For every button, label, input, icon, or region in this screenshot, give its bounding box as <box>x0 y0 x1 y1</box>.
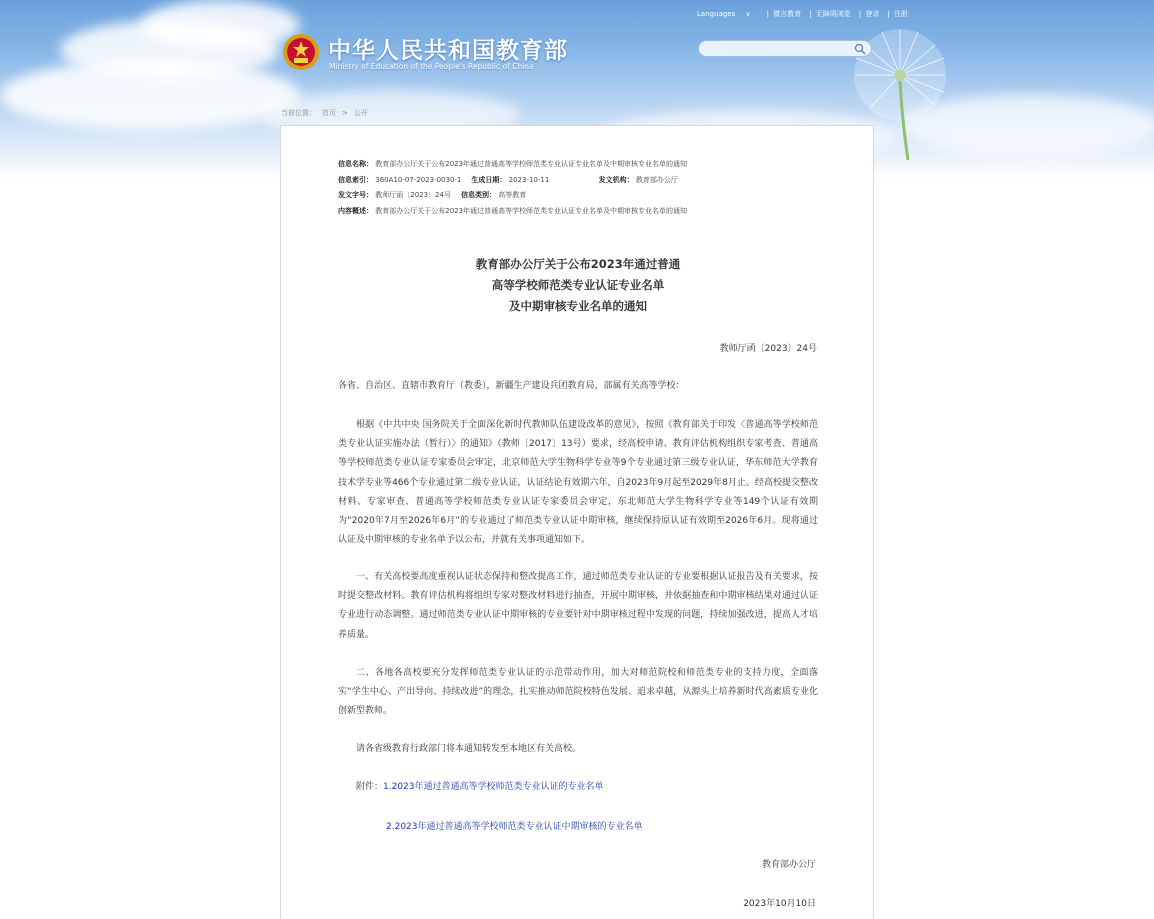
site-subtitle: Ministry of Education of the People's Republic of China <box>329 62 534 71</box>
document-number: 教师厅函〔2023〕24号 <box>719 344 817 354</box>
search-icon[interactable] <box>854 43 866 55</box>
paragraph-2: 一、有关高校要高度重视认证状态保持和整改提高工作，通过师范类专业认证的专业要根据认证报告及有关要求，按时提交整改材料。教育评估机构将组织专家对整改材料进行抽查，开展中期审核，并依据抽查和中期审核结果对通过认证专业进行动态调整。通过师范类专业认证中期审核的专业要针对中期审核过程中发现的问题，持续加强改进，提高人才培养质量。 <box>338 572 818 640</box>
search-box <box>698 40 872 57</box>
breadcrumb-public[interactable]: 公开 <box>353 109 368 117</box>
article-content <box>280 125 874 919</box>
national-emblem-icon <box>282 32 320 72</box>
attachment-link-2[interactable]: 2.2023年通过普通高等学校师范类专业认证中期审核的专业名单 <box>386 822 643 832</box>
site-title[interactable]: 中华人民共和国教育部 <box>328 38 568 64</box>
search-input[interactable] <box>699 46 865 61</box>
info-meta: 信息名称： 教育部办公厅关于公布2023年通过普通高等学校师范类专业认证专业名单及中期审核专业名单的通知 信息索引： 360A10-07-2023-0030-1 生成日期： 2023-10-11 发文机构： 教育部办公厅 发文字号： 教师厅函〔2023〕24号 信息类别： 高等教育 内容概述： 教育部办公厅关于公布2023年通过普通高等学校师范类专业认证专业名单及中期审核专业名单的通知 <box>338 160 688 215</box>
attachment-2 <box>386 819 643 832</box>
accessibility-link[interactable]: 无障碍浏览 <box>815 10 851 18</box>
paragraph-1: 根据《中共中央 国务院关于全面深化新时代教师队伍建设改革的意见》，按照《教育部关于印发〈普通高等学校师范类专业认证实施办法（暂行）〉的通知》（教师〔2017〕13号）要求，经高校申请、教育评估机构组织专家考查、普通高等学校师范类专业认证专家委员会审定，北京师范大学生物科学专业等9个专业通过第三级专业认证，华东师范大学教育技术学专业等466个专业通过第二级专业认证，认证结论有效期六年，自2023年9月起至2029年8月止。经高校提交整改材料、专家审查、普通高等学校师范类专业认证专家委员会审定，东北师范大学生物科学专业等149个认证有效期为“2020年7月至2026年6月”的专业通过了师范类专业认证中期审核，继续保持原认证有效期至2026年6月。现将通过认证及中期审核的专业名单予以公布，并就有关事项通知如下。 <box>338 420 818 546</box>
salutation: 各省、自治区、直辖市教育厅（教委），新疆生产建设兵团教育局，部属有关高等学校： <box>338 381 685 391</box>
document-title: 教育部办公厅关于公布2023年通过普通 高等学校师范类专业认证专业名单 及中期审核专业名单的通知 <box>475 257 681 313</box>
login-link[interactable]: 登录 <box>865 10 880 18</box>
breadcrumb-home[interactable]: 首页 <box>322 109 336 117</box>
breadcrumb: 当前位置： 首页 > 公开 <box>281 109 368 117</box>
languages-link[interactable]: Languages ∨ <box>697 10 751 18</box>
attachment-1: 附件：1.2023年通过普通高等学校师范类专业认证的专业名单 <box>356 782 604 792</box>
paragraph-4: 请各省级教育行政部门将本通知转发至本地区有关高校。 <box>356 744 582 754</box>
paragraph-3: 二、各地各高校要充分发挥师范类专业认证的示范带动作用，加大对师范院校和师范类专业的支持力度，全面落实“学生中心、产出导向、持续改进”的理念，扎实推动师范院校特色发展、追求卓越，从源头上培养新时代高素质专业化创新型教师。 <box>338 668 818 717</box>
signer: 教育部办公厅 <box>761 860 816 870</box>
weiyan-link[interactable]: 微言教育 <box>773 10 802 18</box>
register-link[interactable]: 注册 <box>893 10 908 18</box>
attachment-link-1[interactable]: 1.2023年通过普通高等学校师范类专业认证的专业名单 <box>383 782 604 792</box>
sign-date: 2023年10月10日 <box>743 899 816 909</box>
top-links: Languages ∨ | 微言教育 | 无障碍浏览 | 登录 | 注册 <box>697 10 908 18</box>
